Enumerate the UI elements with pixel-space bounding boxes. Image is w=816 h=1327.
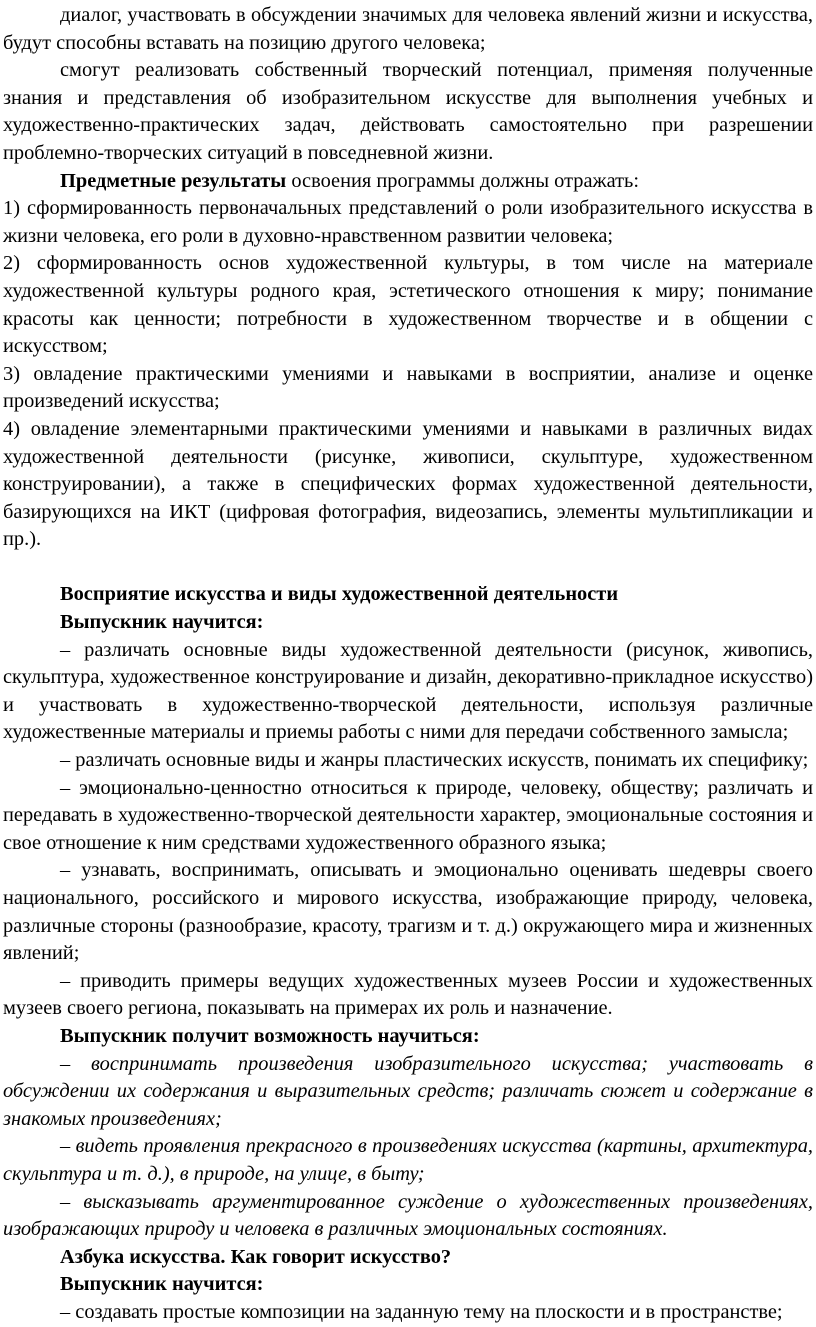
subject-result-item: 2) сформированность основ художественной культуры, в том числе на материале художественной культуры родного края, эстетического отношения к миру; понимание красоты как ценности; потребности в художественном творчестве и в общении с искусством; — [3, 252, 813, 358]
subject-result-item: 1) сформированность первоначальных представлений о роли изобразительного искусства в жизни человека, его роли в духовно-нравственном развитии человека; — [3, 197, 813, 247]
learn-item: – создавать простые композиции на заданную тему на плоскости и в пространстве; — [60, 1300, 783, 1323]
opportunity-item: – видеть проявления прекрасного в произведениях искусства (картины, архитектура, скульптура и т. д.), в природе, на улице, в быту; — [3, 1135, 813, 1185]
learn-item: – эмоционально-ценностно относиться к природе, человеку, обществу; различать и передавать в художественно-творческой деятельности характер, эмоциональные состояния и свое отношение к ним средствами художественного образного языка; — [3, 776, 813, 854]
learn-heading: Выпускник научится: — [60, 1273, 264, 1296]
intro-paragraph: смогут реализовать собственный творческий потенциал, применяя полученные знания и представления об изобразительном искусстве для выполнения учебных и художественно-практических задач, действовать самостоятельно при разрешении проблемно-творческих ситуаций в повседневной жизни. — [3, 59, 813, 164]
learn-item: – приводить примеры ведущих художественных музеев России и художественных музеев своего региона, показывать на примерах их роль и назначение. — [3, 969, 813, 1020]
learn-item: – узнавать, воспринимать, описывать и эмоционально оценивать шедевры своего национального, российского и мирового искусства, изображающие природу, человека, различные стороны (разнообразие, красоту, трагизм и т. д.) окружающего мира и жизненных явлений; — [3, 859, 813, 965]
learn-item: – различать основные виды художественной деятельности (рисунок, живопись, скульптура, художественное конструирование и дизайн, декоративно-прикладное искусство) и участвовать в художественно-творческой деятельности, используя различные художественные материалы и приемы работы с ними для передачи собственного замысла; — [3, 638, 813, 744]
subject-results-paragraph — [3, 168, 813, 196]
opportunity-item: – воспринимать произведения изобразительного искусства; участвовать в обсуждении их содержания и выразительных средств; различать сюжет и содержание в знакомых произведениях; — [3, 1052, 813, 1130]
opportunity-item: – высказывать аргументированное суждение о художественных произведениях, изображающих природу и человека в различных эмоциональных состояниях. — [3, 1190, 813, 1241]
opportunity-heading: Выпускник получит возможность научиться: — [60, 1024, 480, 1047]
subject-results-heading: Предметные результаты — [60, 169, 287, 192]
subject-results-text: освоения программы должны отражать: — [286, 169, 639, 192]
learn-item: – различать основные виды и жанры пластических искусств, понимать их специфику; — [60, 749, 809, 772]
subject-result-item: 4) овладение элементарными практическими умениями и навыками в различных видах художественной деятельности (рисунке, живописи, скульптуре, художественном конструировании), а также в специфических формах художественной деятельности, базирующихся на ИКТ (цифровая фотография, видеозапись, элементы мультипликации и пр.). — [3, 417, 813, 551]
learn-heading: Выпускник научится: — [60, 611, 264, 634]
section-title: Восприятие искусства и виды художественной деятельности — [60, 583, 619, 606]
section-title: Азбука искусства. Как говорит искусство? — [60, 1245, 452, 1268]
subject-result-item: 3) овладение практическими умениями и навыками в восприятии, анализе и оценке произведений искусства; — [3, 362, 813, 413]
intro-paragraph: диалог, участвовать в обсуждении значимых для человека явлений жизни и искусства, будут способны вставать на позицию другого человека; — [3, 4, 813, 54]
paragraph-gap — [3, 554, 813, 582]
